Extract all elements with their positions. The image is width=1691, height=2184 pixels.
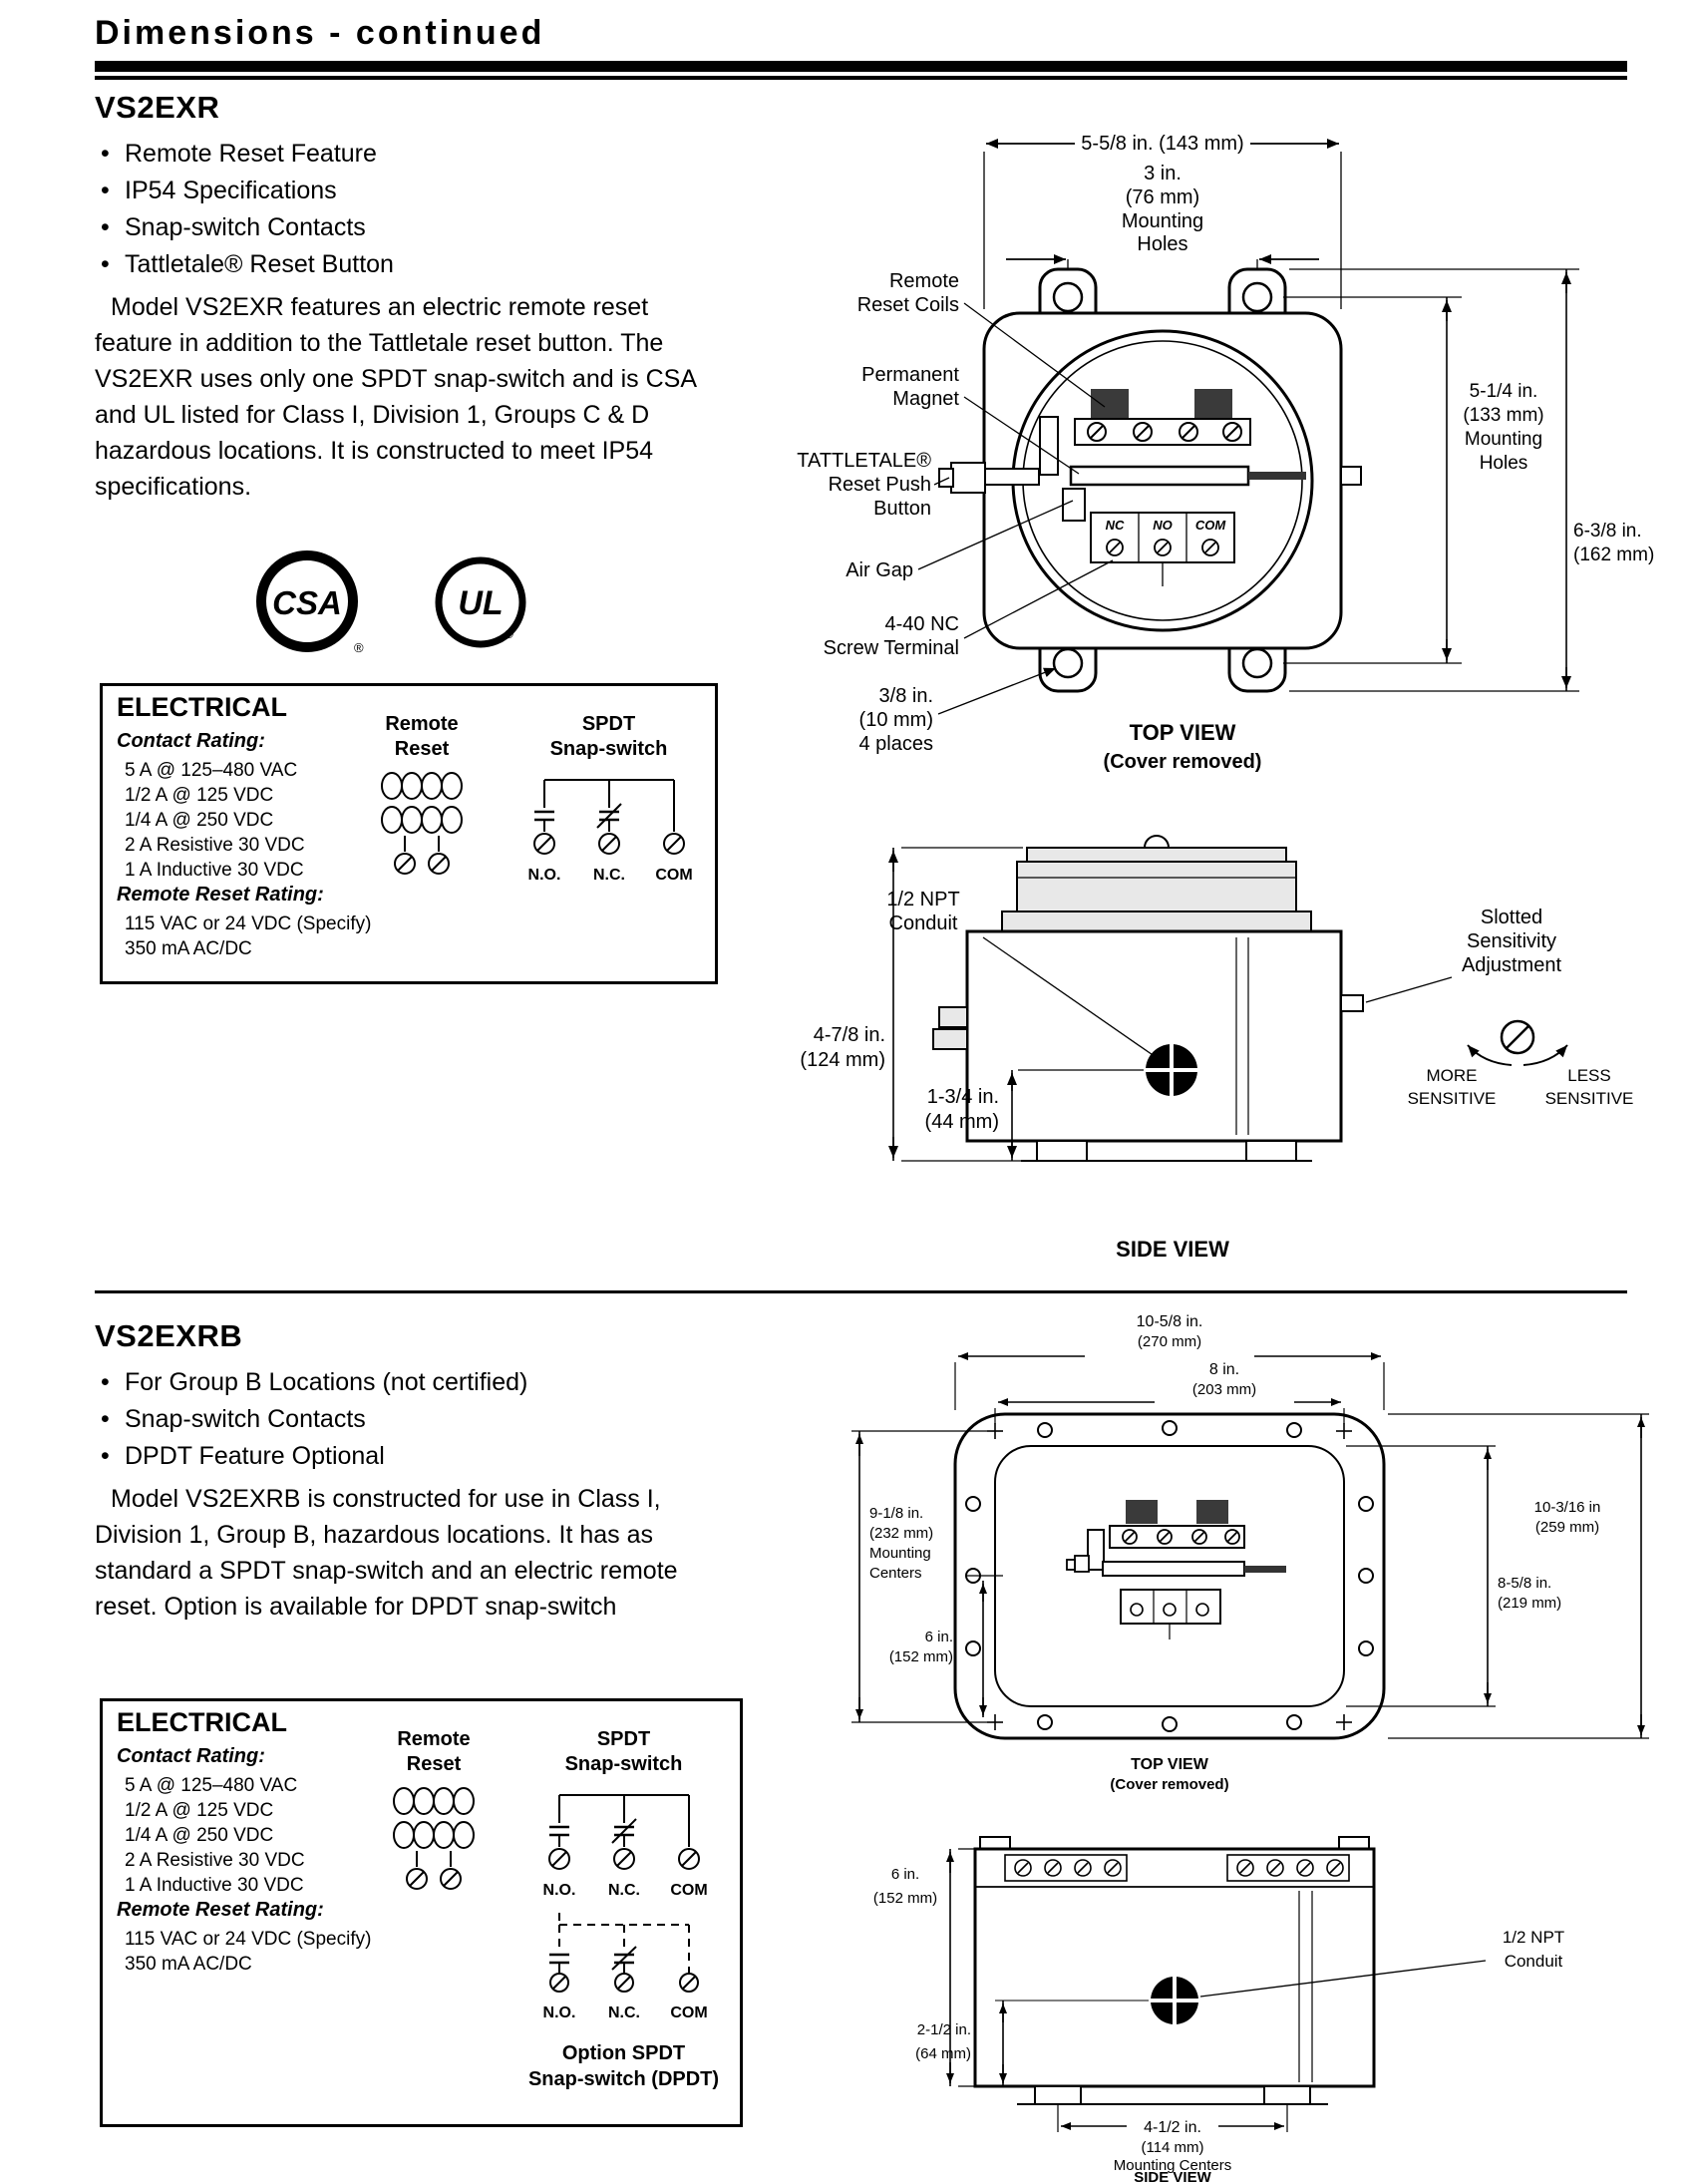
rating-line: 5 A @ 125–480 VAC [125,760,298,781]
bullet-item: • Snap-switch Contacts [95,209,705,246]
nc-contact-symbol [612,1795,636,1869]
dim-label: 2-1/2 in. [916,2021,971,2038]
dim-label: 4 places [858,733,933,755]
electrical-title: ELECTRICAL [117,1707,287,1737]
remote-reset-symbol-block [342,712,502,888]
mounting-tab [980,1837,1010,1849]
dim-label: (10 mm) [858,709,933,731]
coil-terminal-screws [407,1851,461,1889]
contact-ratings [125,758,305,883]
no-contact-symbol [549,1795,569,1869]
vs2exr-paragraph: Model VS2EXR features an electric remote reset feature in addition to the Tattletale reset button. The VS2EXR uses only one SPDT snap-switch and is CSA and UL listed for Class I, Division 1, Groups C & D hazardous locations. It is constructed to meet IP54 specifications. [95,293,696,501]
dim-outer-width [955,1313,1384,1410]
armature [1063,489,1085,521]
dim-label: (232 mm) [869,1525,934,1542]
electrical-title: ELECTRICAL [117,692,287,722]
permanent-magnet-label: Permanent [861,364,959,386]
bullet-item: • Snap-switch Contacts [95,1401,705,1438]
remote-reset-rating-label: Remote Reset Rating: [117,884,324,906]
dim-label: (270 mm) [1137,1333,1202,1350]
slotted-screw-icon [1502,1021,1533,1053]
vs2exrb-electrical-box [100,1698,743,2127]
dim-label: (64 mm) [915,2045,971,2062]
option-caption: Option SPDT [561,2042,686,2064]
top-view-caption [1104,720,1262,773]
dim-label: Holes [1137,233,1188,255]
terminal-label: N.O. [527,867,560,884]
rating-line: 2 A Resistive 30 VDC [125,835,305,856]
dim-label: (219 mm) [1498,1595,1562,1612]
com-contact-symbol [680,1925,698,1992]
mounting-hole [1054,649,1082,677]
less-sensitive-label: LESS [1567,1066,1611,1085]
spdt-heading: SPDT [581,713,636,735]
terminal-label: N.C. [592,867,625,884]
contact-label: NO [1153,518,1173,533]
sensitivity-label: Slotted [1480,907,1543,928]
leader-line [1366,977,1452,1002]
spdt-heading: Snap-switch [564,1753,683,1775]
remote-reset-coils-label: Reset Coils [856,294,959,316]
bullet-item: • DPDT Feature Optional [95,1438,705,1475]
spdt-schematic [509,768,709,890]
remote-reset-heading: Remote [397,1728,471,1750]
dim-label: 3 in. [1144,163,1182,184]
remote-reset-symbol-block [354,1727,513,1903]
rating-line: 1/2 A @ 125 VDC [125,785,274,806]
side-view-caption: SIDE VIEW [1116,1237,1229,1262]
remote-reset-heading: Reset [394,738,450,760]
no-contact-symbol [534,780,554,854]
remote-reset-heading: Reset [406,1753,462,1775]
option-dpdt-block [521,1907,726,2092]
conduit-label-line: Conduit [888,912,958,934]
dim-label: (152 mm) [872,1890,938,1907]
contact-rating-label: Contact Rating: [117,730,265,752]
vs2exrb-bullets [95,1364,705,1475]
header-rule [95,61,1627,80]
dim-label: Mounting [1121,210,1204,232]
terminal-label: N.O. [542,2004,575,2021]
dim-label: (152 mm) [888,1648,953,1665]
rating-line: 1/4 A @ 250 VDC [125,810,274,831]
mounting-foot [1264,2086,1310,2104]
reset-button-side [939,1007,967,1027]
contact-ratings [125,1773,305,1898]
mounting-hole [1243,649,1271,677]
cover-flange [1002,911,1311,931]
contact-label: COM [1194,518,1226,533]
screw-terminal-label: Screw Terminal [823,637,959,659]
dim-label: (133 mm) [1463,405,1544,426]
com-contact-symbol [679,1795,699,1869]
dim-label: 8-5/8 in. [1498,1575,1552,1592]
mounting-tab [1339,1837,1369,1849]
contact-label: NC [1105,518,1125,533]
dim-label: 10-3/16 in [1533,1499,1601,1516]
enclosure-side-body [975,1837,1374,2104]
terminal-label: COM [654,867,693,884]
dim-label: 4-1/2 in. [1144,2119,1201,2136]
dim-label: Centers [869,1565,922,1582]
mounting-foot [1035,2086,1081,2104]
conduit-label-line: 1/2 NPT [1502,1928,1565,1947]
dim-label: 10-5/8 in. [1136,1313,1203,1330]
dim-label: 5-5/8 in. (143 mm) [1081,133,1244,155]
spdt-schematic [524,1783,724,1905]
vs2exr-side-view-diagram [754,826,1691,1298]
sensitivity-screw-side [1341,995,1363,1011]
vs2exr-bullets [95,136,705,283]
bullet-item: • IP54 Specifications [95,173,705,209]
spdt-heading: Snap-switch [549,738,668,760]
nc-contact-symbol [612,1925,636,1992]
rating-line: 350 mA AC/DC [125,1954,252,1975]
dim-label: 6-3/8 in. [1573,521,1642,542]
dim-label: 3/8 in. [878,685,933,707]
rating-line: 350 mA AC/DC [125,938,252,959]
dim-label: (124 mm) [800,1049,885,1071]
ul-logo-text: UL [458,584,504,622]
vs2exrb-paragraph: Model VS2EXRB is constructed for use in Class I, Division 1, Group B, hazardous locations. It has as standard a SPDT snap-switch and an electric remote reset. Option is available for DPDT snap-switch [95,1485,678,1621]
ul-logo [431,552,534,656]
mounting-hole [1243,283,1271,311]
vs2exrb-title: VS2EXRB [95,1318,243,1353]
spdt-heading: SPDT [596,1728,651,1750]
magnet-rod [1244,1566,1286,1573]
rating-line: 1 A Inductive 30 VDC [125,860,304,881]
coil-terminal-screws [395,836,449,874]
rating-line: 5 A @ 125–480 VAC [125,1775,298,1796]
section-divider [95,1290,1627,1293]
more-sensitive-label: MORE [1426,1066,1478,1085]
reset-coil-schematic [347,768,497,888]
rating-line: 115 VAC or 24 VDC (Specify) [125,1929,372,1950]
bullet-item: • Remote Reset Feature [95,136,705,173]
remote-reset-coils-label: Remote [888,270,959,292]
dim-mounting-hole-spacing [1006,163,1319,281]
vs2exrb-section [95,1318,705,1625]
more-sensitive-label: SENSITIVE [1407,1089,1497,1108]
rating-line: 1 A Inductive 30 VDC [125,1875,304,1896]
caption-line: TOP VIEW [1129,720,1236,745]
ul-registered-mark: ® [505,627,513,641]
contact-terminal-block [1121,1590,1220,1624]
bullet-item: • For Group B Locations (not certified) [95,1364,705,1401]
csa-logo [251,545,369,662]
no-contact-symbol [549,1925,569,1992]
reset-push-button [1075,1556,1089,1572]
terminal-label: N.C. [607,1882,640,1899]
dim-label: Mounting [869,1545,931,1562]
permanent-magnet-bar [1103,1562,1244,1576]
permanent-magnet-bar [1071,467,1248,485]
dim-hole-size [859,668,1057,755]
mounting-foot [1246,1141,1296,1161]
vs2exr-title: VS2EXR [95,90,220,125]
permanent-magnet-label: Magnet [892,388,959,410]
remote-reset-ratings [125,911,371,961]
contact-rating-label: Contact Rating: [117,1745,265,1767]
tattletale-label: Reset Push [828,474,931,496]
less-sensitive-label: SENSITIVE [1544,1089,1634,1108]
dim-label: Mounting [1464,429,1543,450]
vs2exr-section [95,90,705,505]
sensitivity-screw-tab [1341,467,1361,485]
sensitivity-label: Adjustment [1461,954,1562,976]
dim-label: 8 in. [1208,1361,1240,1378]
terminal-label: N.O. [542,1882,575,1899]
dim-label: (259 mm) [1534,1519,1600,1536]
tattletale-label: Button [873,498,931,520]
dim-label: 4-7/8 in. [813,1024,885,1046]
terminal-label: COM [669,1882,708,1899]
dim-mounting-centers [1058,2104,1287,2174]
dim-label: (114 mm) [1141,2139,1204,2156]
vs2exrb-top-view-diagram [846,1304,1691,1800]
csa-logo-text: CSA [272,584,342,621]
rating-line: 1/2 A @ 125 VDC [125,1800,274,1821]
caption-line: (Cover removed) [1110,1776,1229,1793]
bullet-item: • Tattletale® Reset Button [95,246,705,283]
vs2exrb-side-view-diagram [846,1791,1691,2184]
sensitivity-label: Sensitivity [1466,930,1557,952]
tattletale-label: TATTLETALE® [797,450,931,472]
magnet-rod [1248,472,1306,480]
rating-line: 115 VAC or 24 VDC (Specify) [125,913,372,934]
dim-label: (76 mm) [1125,186,1200,208]
terminal-label: COM [669,2004,708,2021]
reset-coil [1126,1500,1158,1524]
caption-line: (Cover removed) [1103,751,1262,773]
dim-label: 9-1/8 in. [869,1505,924,1522]
dim-label: (203 mm) [1191,1381,1257,1398]
spdt-symbol-block [507,712,711,890]
conduit-label-line: Conduit [1504,1952,1563,1971]
page-header [95,14,1627,80]
contact-terminal-block [1091,513,1234,562]
remote-reset-heading: Remote [385,713,459,735]
air-gap-label: Air Gap [846,559,913,581]
dim-label: 6 in. [890,1866,920,1883]
rating-line: 1/4 A @ 250 VDC [125,1825,274,1846]
dim-label: 5-1/4 in. [1469,381,1538,402]
page-title: Dimensions - continued [95,14,545,52]
dim-label: (162 mm) [1573,545,1655,565]
option-caption: Snap-switch (DPDT) [527,2068,720,2090]
mounting-foot [1037,1141,1087,1161]
terminal-label: N.C. [607,2004,640,2021]
reset-coil-schematic [359,1783,508,1903]
dim-label: Mounting Centers [1113,2157,1232,2174]
screw-terminal-label: 4-40 NC [884,613,959,635]
caption-line: TOP VIEW [1131,1756,1208,1773]
coil-row [382,773,462,833]
option-spdt-schematic [524,1913,724,2026]
vs2exr-top-view-diagram [764,118,1691,818]
coil-row [394,1788,474,1848]
dim-label: Holes [1479,453,1528,474]
vs2exr-electrical-box [100,683,718,984]
top-view-caption [1110,1756,1228,1793]
reset-coil [1194,389,1232,419]
side-view-caption: SIDE VIEW [1134,2169,1211,2184]
csa-registered-mark: ® [354,640,364,655]
reset-coil [1196,1500,1228,1524]
remote-reset-rating-label: Remote Reset Rating: [117,1899,324,1921]
certification-logos [251,545,534,662]
rating-line: 2 A Resistive 30 VDC [125,1850,305,1871]
dim-label: 6 in. [924,1629,953,1645]
conduit-label-line: 1/2 NPT [886,889,960,910]
remote-reset-ratings [125,1927,371,1977]
reset-push-button [951,463,985,493]
reset-coil [1091,389,1129,419]
mounting-hole [1054,283,1082,311]
spdt-symbol-block [521,1727,726,1905]
nc-contact-symbol [597,780,621,854]
dim-label: (44 mm) [924,1111,999,1133]
dim-label: 1-3/4 in. [926,1086,999,1108]
sensitivity-adjustment [1366,907,1633,1108]
com-contact-symbol [664,780,684,854]
